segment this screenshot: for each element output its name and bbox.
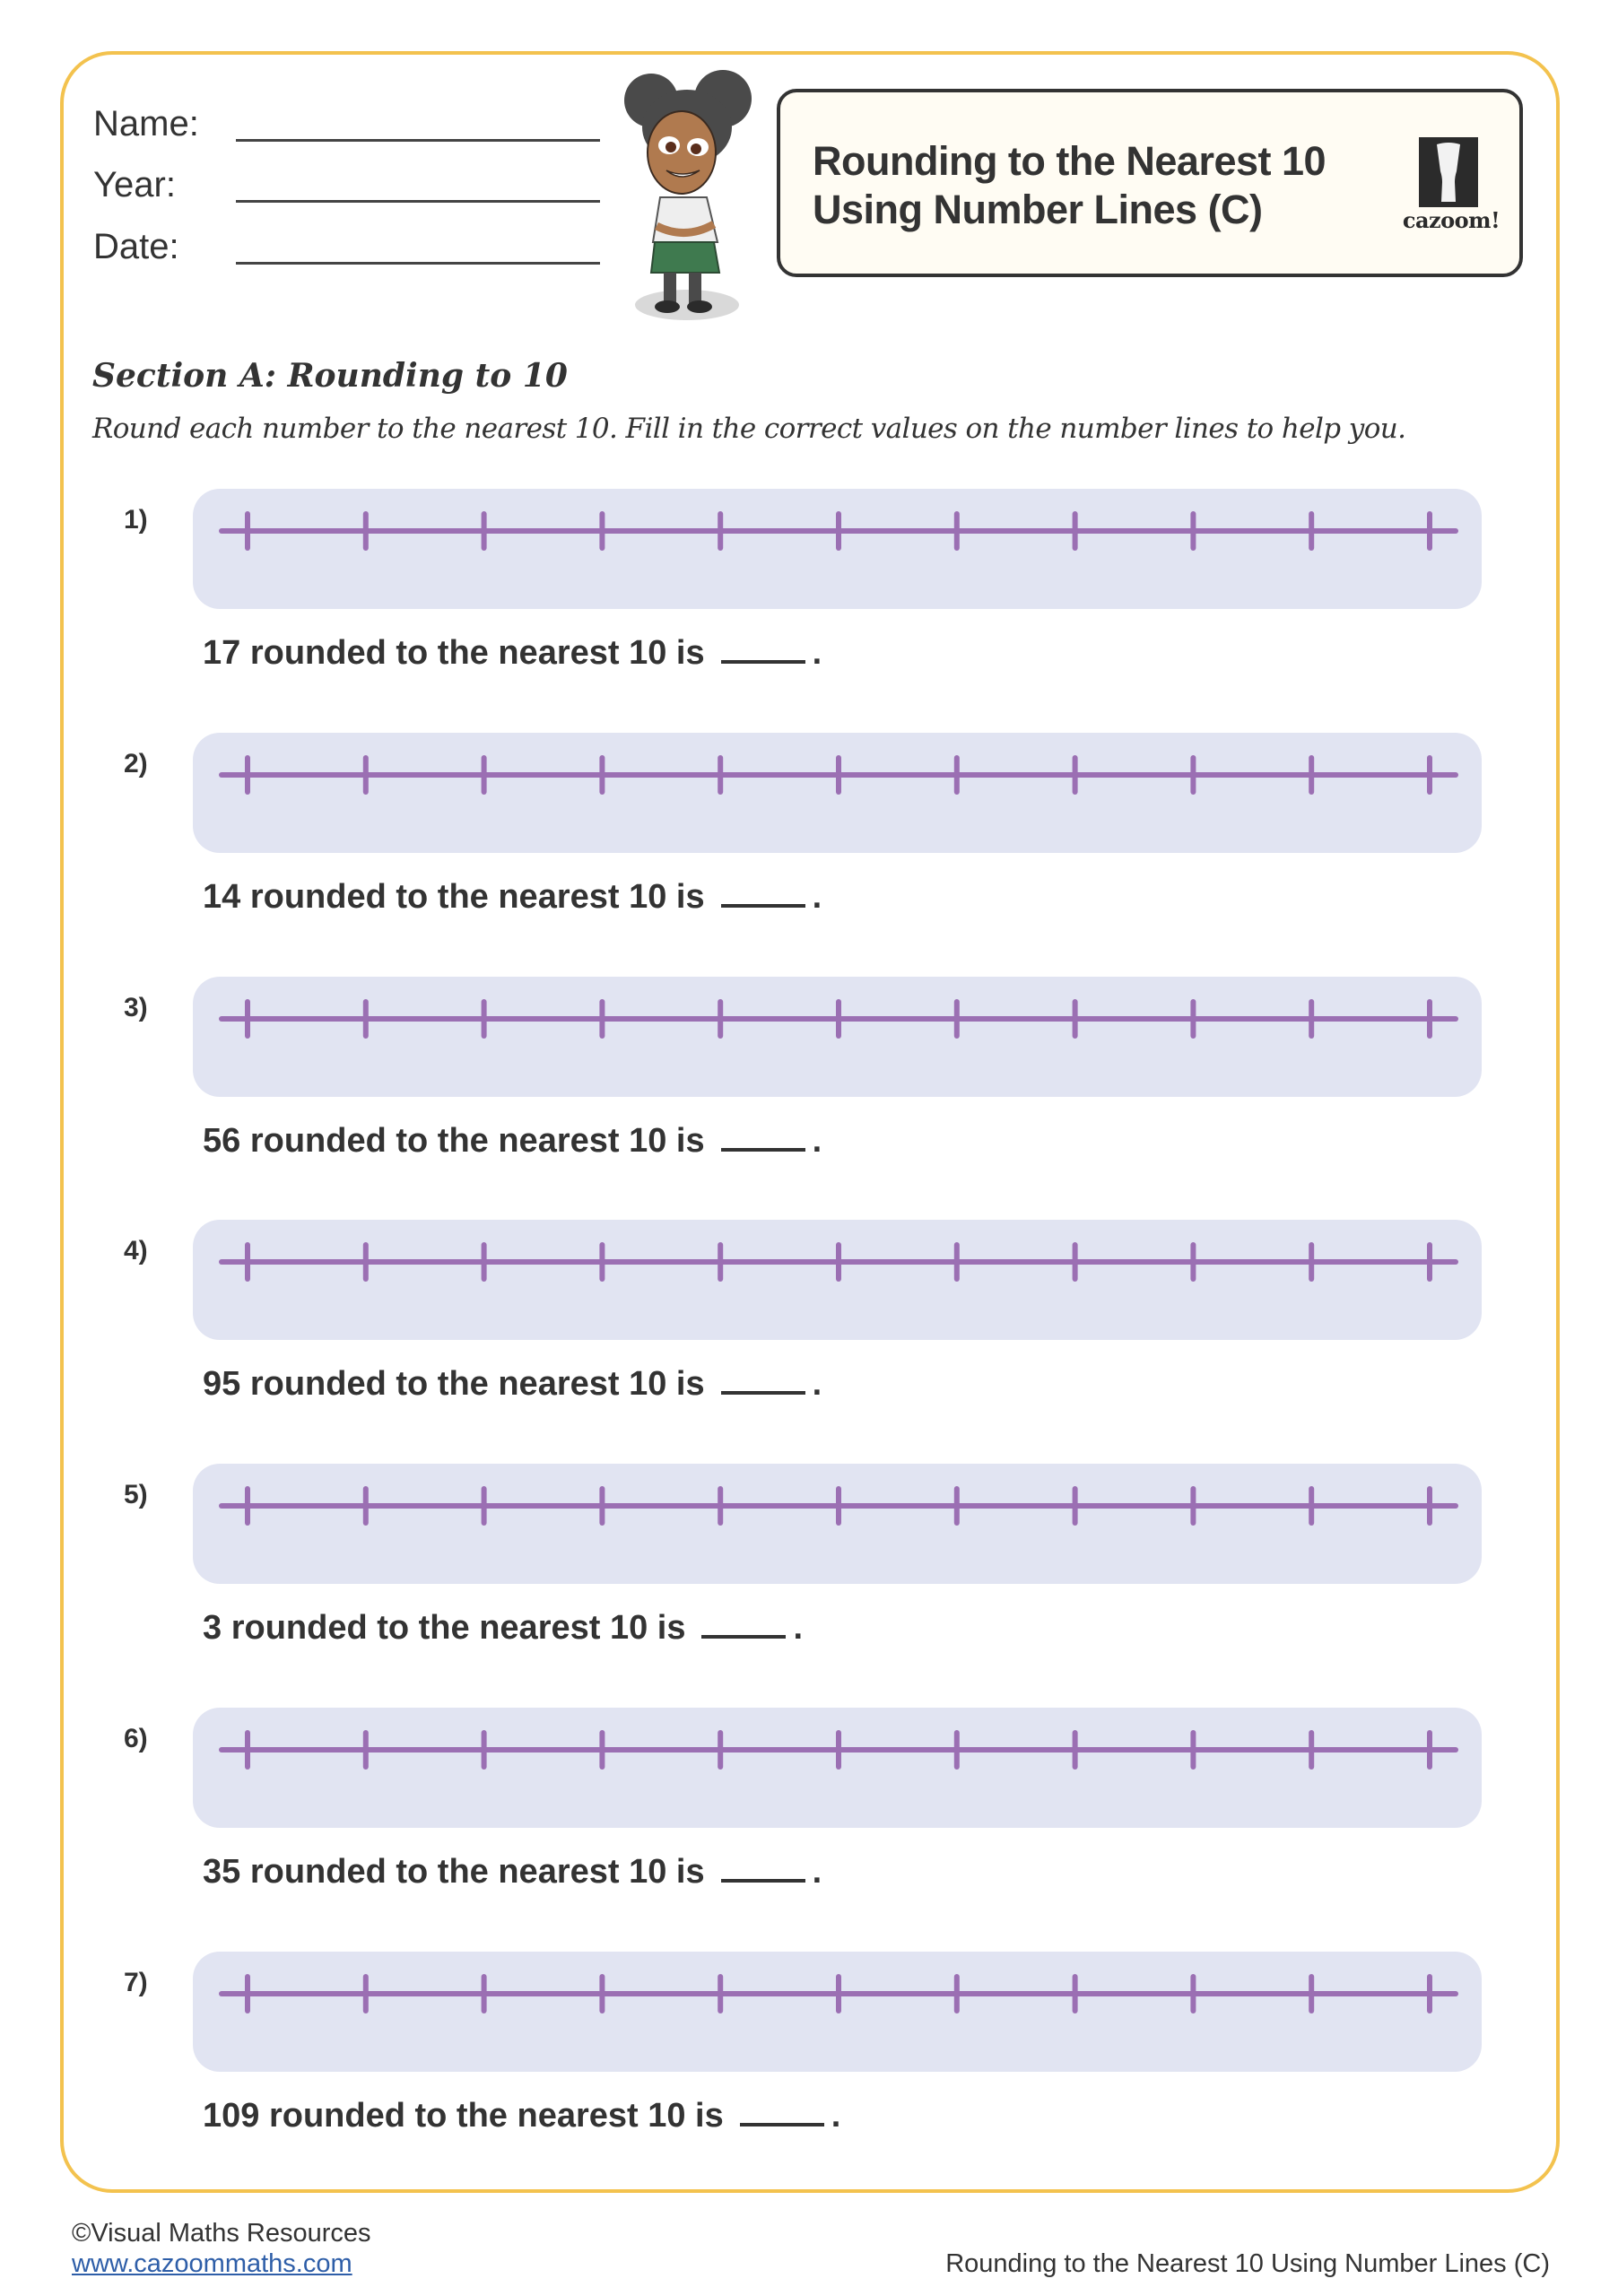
question-prompt: 109 rounded to the nearest 10 is <box>203 2097 724 2135</box>
question-number: 5) <box>124 1480 148 1509</box>
question-prompt: 35 rounded to the nearest 10 is <box>203 1853 705 1891</box>
number-line-panel <box>193 1464 1482 1584</box>
number-line-panel <box>193 1220 1482 1340</box>
answer-blank[interactable] <box>721 637 805 664</box>
question-period: . <box>812 1365 822 1403</box>
question-prompt: 95 rounded to the nearest 10 is <box>203 1365 705 1403</box>
year-label: Year: <box>93 165 176 204</box>
number-line[interactable] <box>193 489 1482 609</box>
name-label: Name: <box>93 104 199 144</box>
number-line[interactable] <box>193 733 1482 853</box>
question-period: . <box>812 1122 822 1160</box>
number-line-panel <box>193 489 1482 609</box>
cazoom-drum-logo-icon <box>1419 137 1478 207</box>
name-field[interactable] <box>236 139 600 142</box>
question-period: . <box>812 1853 822 1891</box>
question-number: 2) <box>124 749 148 778</box>
number-line[interactable] <box>193 977 1482 1097</box>
question-item <box>0 1464 1618 1688</box>
answer-blank[interactable] <box>721 1125 805 1152</box>
question-period: . <box>812 634 822 672</box>
question-number: 4) <box>124 1236 148 1265</box>
question-prompt: 14 rounded to the nearest 10 is <box>203 878 705 916</box>
answer-blank[interactable] <box>721 1856 805 1883</box>
section-title: Section A: Rounding to 10 <box>92 357 568 395</box>
number-line-panel <box>193 1708 1482 1828</box>
question-item <box>0 489 1618 713</box>
question-prompt: 3 rounded to the nearest 10 is <box>203 1609 686 1647</box>
worksheet-title <box>813 137 1326 234</box>
number-line[interactable] <box>193 1952 1482 2072</box>
answer-blank[interactable] <box>740 2100 824 2126</box>
question-text-row <box>203 1853 822 1892</box>
date-label: Date: <box>93 227 179 266</box>
title-line-1: Rounding to the Nearest 10 <box>813 138 1327 184</box>
question-text-row <box>203 634 822 673</box>
question-number: 1) <box>124 505 148 535</box>
title-box <box>777 89 1523 277</box>
question-number: 3) <box>124 993 148 1022</box>
question-item <box>0 1220 1618 1444</box>
question-text-row <box>203 1365 822 1404</box>
date-field[interactable] <box>236 262 600 265</box>
question-period: . <box>793 1609 804 1647</box>
number-line[interactable] <box>193 1708 1482 1828</box>
question-text-row <box>203 2097 840 2135</box>
footer-worksheet-title: Rounding to the Nearest 10 Using Number Lines (C) <box>945 2249 1550 2278</box>
title-line-2: Using Number Lines (C) <box>813 187 1263 232</box>
number-line[interactable] <box>193 1220 1482 1340</box>
question-text-row <box>203 1122 822 1161</box>
question-prompt: 17 rounded to the nearest 10 is <box>203 634 705 672</box>
year-field[interactable] <box>236 200 600 203</box>
schoolgirl-character-icon <box>617 65 761 325</box>
question-period: . <box>812 878 822 916</box>
question-number: 7) <box>124 1968 148 1997</box>
number-line[interactable] <box>193 1464 1482 1584</box>
answer-blank[interactable] <box>721 1368 805 1395</box>
question-period: . <box>831 2097 841 2135</box>
number-line-panel <box>193 1952 1482 2072</box>
question-item <box>0 977 1618 1201</box>
number-line-panel <box>193 977 1482 1097</box>
question-text-row <box>203 1609 803 1648</box>
cazoom-logo-text: cazoom! <box>1402 207 1501 233</box>
question-item <box>0 1708 1618 1932</box>
question-item <box>0 733 1618 957</box>
question-text-row <box>203 878 822 917</box>
footer-copyright: ©Visual Maths Resources <box>72 2219 371 2248</box>
question-number: 6) <box>124 1724 148 1753</box>
question-item <box>0 1952 1618 2176</box>
footer-website-link[interactable]: www.cazoommaths.com <box>72 2249 352 2278</box>
answer-blank[interactable] <box>721 881 805 908</box>
answer-blank[interactable] <box>701 1612 786 1639</box>
number-line-panel <box>193 733 1482 853</box>
question-prompt: 56 rounded to the nearest 10 is <box>203 1122 705 1160</box>
instructions: Round each number to the nearest 10. Fill in the correct values on the number lines to help you. <box>92 413 1406 445</box>
